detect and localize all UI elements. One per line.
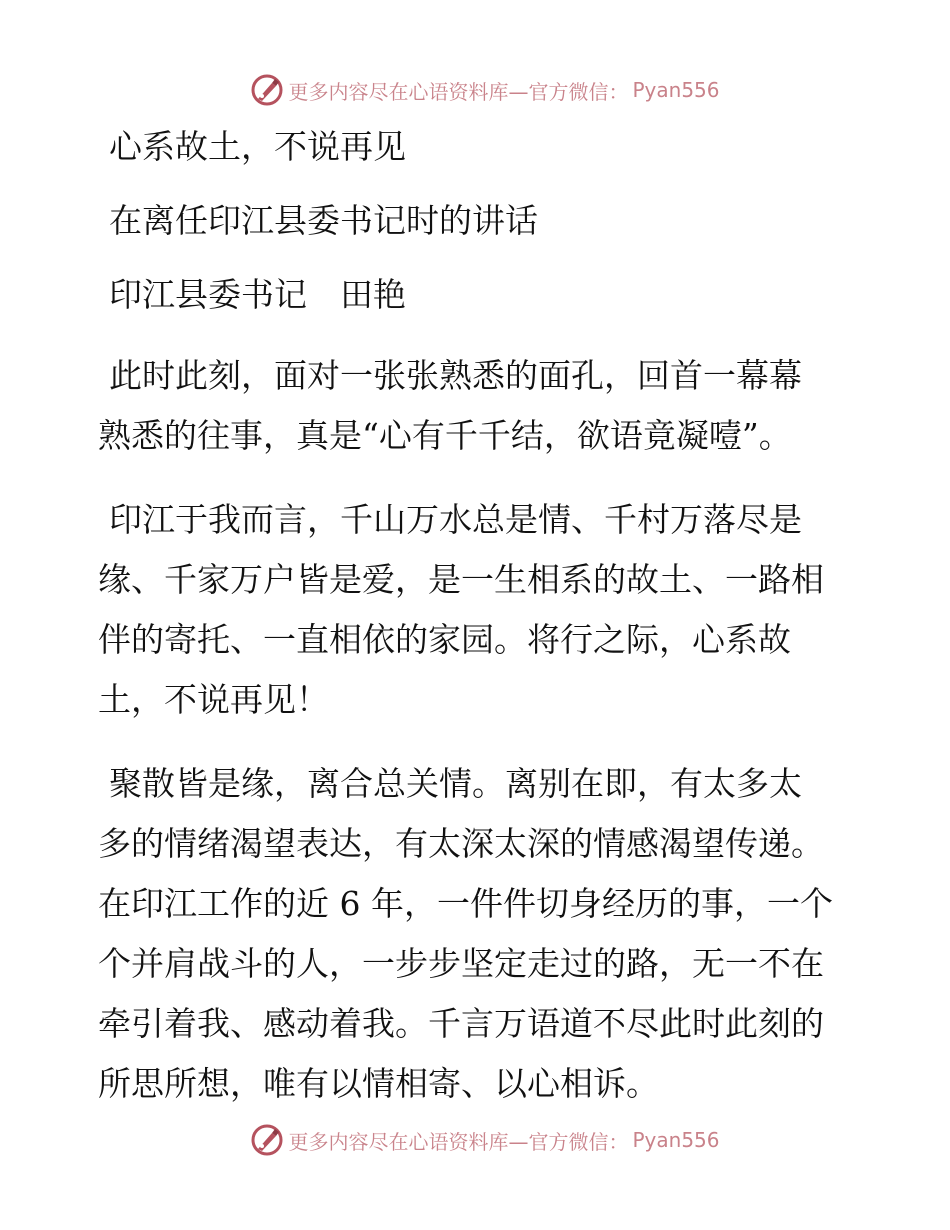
banner-text: 更多内容尽在心语资料库—官方微信： [288,79,629,104]
document-author: 印江县委书记 田艳 [109,275,406,314]
paragraph-2 [98,490,858,730]
paragraph-line: 所思所想，唯有以情相寄、以心相诉。 [98,1064,659,1103]
paragraph-line: 聚散皆是缘，离合总关情。离别在即，有太多太 [109,764,802,803]
banner-text: 更多内容尽在心语资料库—官方微信： [288,1129,629,1154]
paragraph-line: 在印江工作的近 6 年，一件件切身经历的事，一个 [98,884,833,923]
paragraph-line: 缘、千家万户皆是爱，是一生相系的故土、一路相 [98,560,824,599]
banner-wechat-id: Pyan556 [632,1128,720,1152]
paragraph-line: 牵引着我、感动着我。千言万语道不尽此时此刻的 [98,1004,824,1043]
document-title: 心系故土，不说再见 [109,127,406,166]
footer-banner-content [250,1123,719,1157]
header-banner-content [250,73,719,107]
paragraph-line: 熟悉的往事，真是“心有千千结，欲语竟凝噎”。 [98,416,792,455]
header-banner [0,70,950,110]
paragraph-line: 多的情绪渴望表达，有太深太深的情感渴望传递。 [98,824,824,863]
paragraph-line: 此时此刻，面对一张张熟悉的面孔，回首一幕幕 [109,356,802,395]
document-subtitle: 在离任印江县委书记时的讲话 [109,201,538,240]
paragraph-1 [98,346,858,466]
document-body [98,124,858,1138]
paragraph-line: 土，不说再见！ [98,680,329,719]
pen-logo-icon [250,73,284,107]
paragraph-3 [98,754,858,1114]
banner-wechat-id: Pyan556 [632,78,720,102]
pen-logo-icon [250,1123,284,1157]
paragraph-line: 印江于我而言，千山万水总是情、千村万落尽是 [109,500,802,539]
paragraph-line: 伴的寄托、一直相依的家园。将行之际，心系故 [98,620,791,659]
paragraph-line: 个并肩战斗的人，一步步坚定走过的路，无一不在 [98,944,824,983]
footer-banner [0,1120,950,1160]
